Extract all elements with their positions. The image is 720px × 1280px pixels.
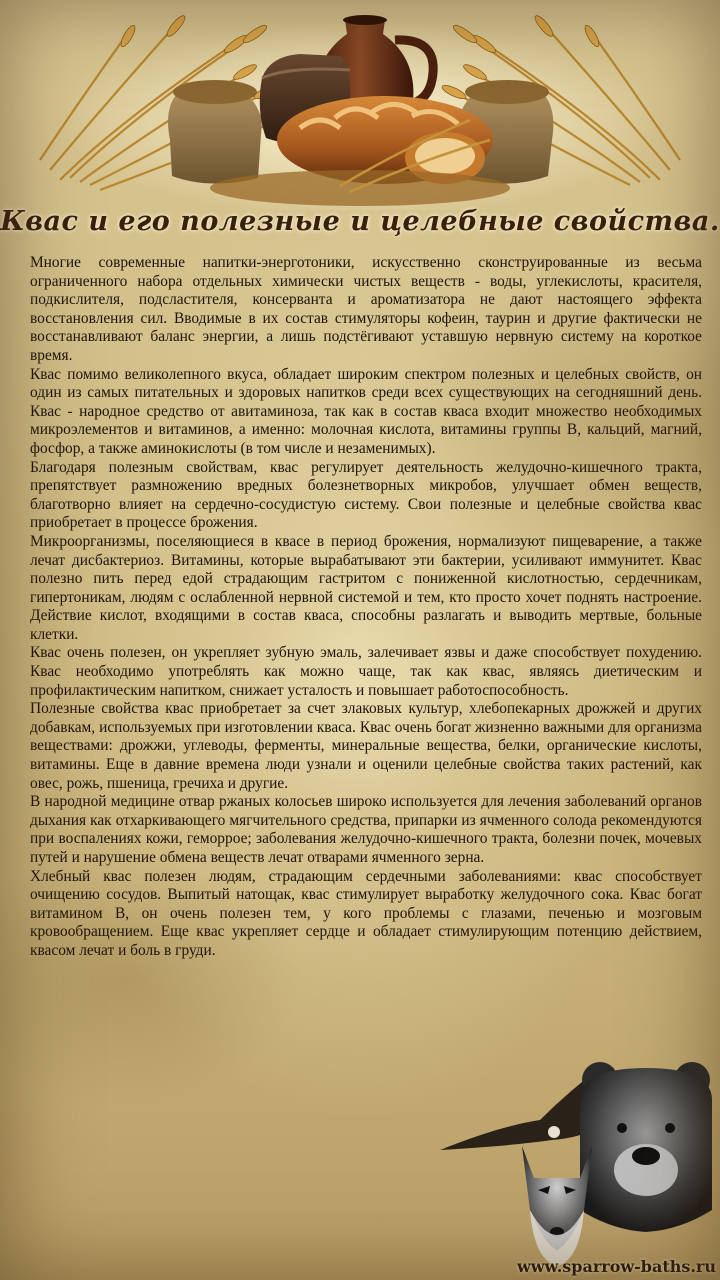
article-paragraph: Полезные свойства квас приобретает за счет злаковых культур, хлебопекарных дрожжей и других добавкам, используемых при изготовлении кваса. Квас очень богат жизненно важными для организма веществами: дрожжи, углеводы, ферменты, минеральные вещества, белки, органические кислоты, витамины. Еще в давние времена люди узнали и оценили целебные свойства таких растений, как овес, рожь, пшеница, гречиха и другие. xyxy=(30,700,702,792)
article-paragraph: Квас очень полезен, он укрепляет зубную эмаль, залечивает язвы и даже способствует похудению. Квас необходимо употреблять как можно чаще, так как квас, являясь диетическим и профилактическим напитком, снижает усталость и повышает работоспособность. xyxy=(30,644,702,699)
article-paragraph: Хлебный квас полезен людям, страдающим сердечными заболеваниями: квас способствует очищению сосудов. Выпитый натощак, квас стимулирует выработку желудочного сока. Квас богат витамином В, он очень полезен тем, у кого проблемы с глазами, печенью и мозговым кровообращением. Еще квас укрепляет сердце и обладает стимулирующим потенцию действием, квасом лечат и боль в груди. xyxy=(30,867,702,959)
article-paragraph: Благодаря полезным свойствам, квас регулирует деятельность желудочно-кишечного тракта, препятствует размножению вредных болезнетворных микробов, улучшает обмен веществ, благотворно влияет на сердечно-сосудистую систему. Свои полезные и целебные свойства квас приобретает в процессе брожения. xyxy=(30,458,702,532)
article-paragraph: Микроорганизмы, поселяющиеся в квасе в период брожения, нормализуют пищеварение, а также лечат дисбактериоз. Витамины, которые вырабатывают эти бактерии, усиливают иммунитет. Квас полезно пить перед едой страдающим гастритом с пониженной кислотностью, сердечникам, гипертоникам, людям с ослабленной нервной системой и тем, кто просто хочет поднять настроение. Действие кислот, входящими в состав кваса, способны разлагать и выводить мертвые, больные клетки. xyxy=(30,532,702,643)
article-paragraph: Многие современные напитки-энерготоники, искусственно сконструированные из весьма ограниченного набора отдельных химически чистых веществ - воды, углекислоты, красителя, подкислителя, подсластителя, консерванта и ароматизатора не дают настоящего эффекта восстановления сил. Вводимые в их состав стимуляторы кофеин, таурин и другие фактически не восстанавливают баланс энергии, а лишь подстёгивают уставшую нервную систему на короткое время. xyxy=(30,254,702,364)
bear-icon xyxy=(580,1062,712,1232)
bread-and-kvass-illustration xyxy=(0,0,720,210)
page-title: Квас и его полезные и целебные свойства. xyxy=(0,206,720,237)
animals-illustration xyxy=(430,1060,720,1280)
website-link[interactable]: www.sparrow-baths.ru xyxy=(516,1257,716,1276)
article-body xyxy=(30,254,702,961)
article-paragraph: В народной медицине отвар ржаных колосьев широко используется для лечения заболеваний органов дыхания как отхаркивающего мягчительного средства, припарки из ячменного солода рекомендуются при воспалениях кожи, геморрое; заболевания желудочно-кишечного тракта, болезни почек, мочевых путей и нарушение обмена веществ лечат отварами ячменного зерна. xyxy=(30,793,702,866)
article-paragraph: Квас помимо великолепного вкуса, обладает широким спектром полезных и целебных свойств, он один из самых питательных и здоровых напитков среди всех существующих на сегодняшний день. Квас - народное средство от авитаминоза, так как в состав кваса входит множество необходимых микроэлементов и витаминов, а именно: молочная кислота, витамины группы В, кальций, магний, фосфор, а также аминокислоты (в том числе и незаменимых). xyxy=(30,365,702,457)
